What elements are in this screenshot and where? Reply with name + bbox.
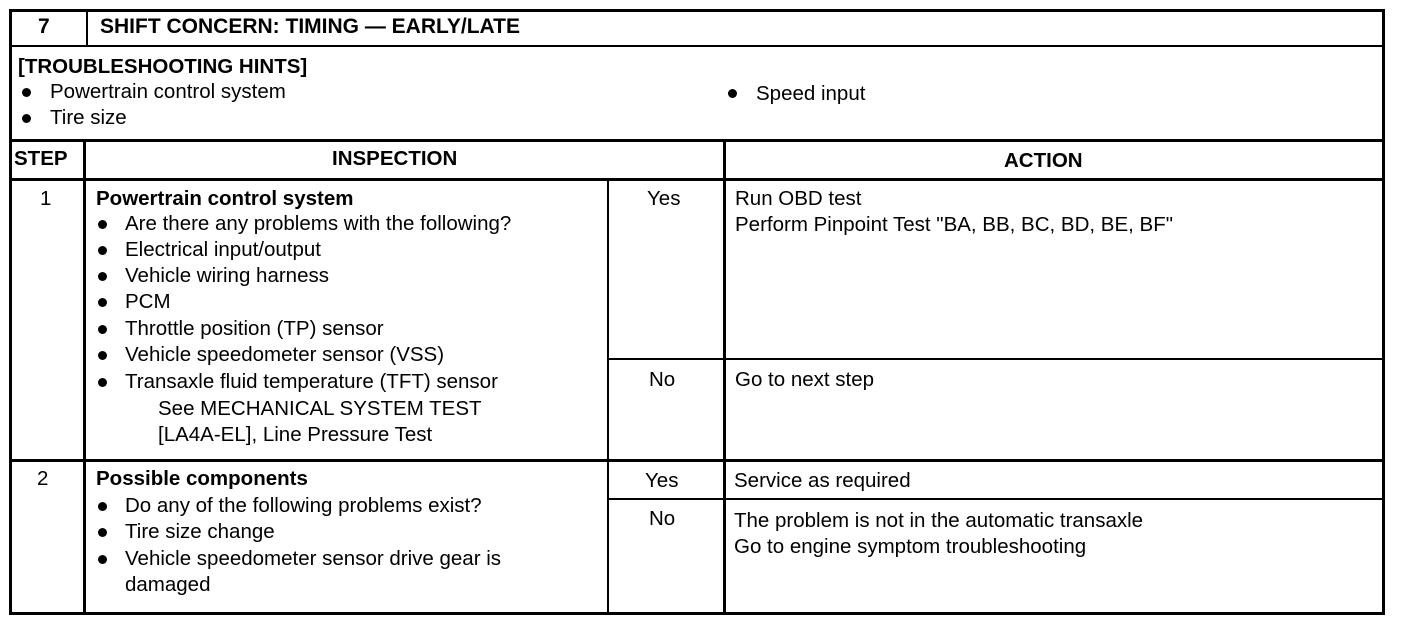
bullet-icon xyxy=(98,220,107,229)
inspection-item: Electrical input/output xyxy=(125,238,322,261)
table-border-bottom xyxy=(9,612,1385,615)
header-rule xyxy=(9,45,1385,47)
step-column-divider xyxy=(83,140,86,615)
page-title: SHIFT CONCERN: TIMING — EARLY/LATE xyxy=(100,15,520,38)
action-text: Go to next step xyxy=(735,368,875,391)
inspection-item-continuation: damaged xyxy=(125,573,211,596)
column-header-inspection: INSPECTION xyxy=(332,147,458,170)
bullet-icon xyxy=(98,272,107,281)
inspection-note: See MECHANICAL SYSTEM TEST xyxy=(158,397,482,420)
inspection-item: Vehicle wiring harness xyxy=(125,264,329,287)
bullet-icon xyxy=(98,298,107,307)
bullet-icon xyxy=(98,325,107,334)
inspection-item: Vehicle speedometer sensor drive gear is xyxy=(125,547,502,570)
inspection-item: Are there any problems with the following? xyxy=(125,212,512,235)
action-text: Run OBD test xyxy=(735,187,862,210)
step-separator-rule xyxy=(9,459,1385,462)
bullet-icon xyxy=(98,351,107,360)
yes-label: Yes xyxy=(645,469,679,492)
inspection-item: Tire size change xyxy=(125,520,275,543)
yesno-column-divider xyxy=(607,180,609,615)
header-number: 7 xyxy=(38,15,50,38)
hint-item: Powertrain control system xyxy=(50,80,286,103)
hints-rule xyxy=(9,139,1385,142)
bullet-icon xyxy=(98,528,107,537)
bullet-icon xyxy=(22,114,31,123)
table-border-top xyxy=(9,9,1385,12)
inspection-item: Throttle position (TP) sensor xyxy=(125,317,384,340)
table-border-right xyxy=(1382,9,1385,614)
column-header-action: ACTION xyxy=(1004,149,1083,172)
no-label: No xyxy=(649,507,676,530)
bullet-icon xyxy=(98,246,107,255)
step-number: 2 xyxy=(37,467,49,490)
hint-item: Speed input xyxy=(756,82,866,105)
table-border-left xyxy=(9,9,12,614)
inspection-note: [LA4A-EL], Line Pressure Test xyxy=(158,423,433,446)
step-title: Powertrain control system xyxy=(96,187,354,210)
action-text: Perform Pinpoint Test "BA, BB, BC, BD, BE, BF" xyxy=(735,213,1173,236)
column-header-step: STEP xyxy=(14,147,68,170)
inspection-item: Vehicle speedometer sensor (VSS) xyxy=(125,343,445,366)
hint-item: Tire size xyxy=(50,106,127,129)
action-text: Service as required xyxy=(734,469,911,492)
action-text: The problem is not in the automatic transaxle xyxy=(734,509,1144,532)
header-number-divider xyxy=(86,9,88,47)
bullet-icon xyxy=(98,555,107,564)
inspection-item: PCM xyxy=(125,290,171,313)
step-number: 1 xyxy=(40,187,52,210)
bullet-icon xyxy=(98,502,107,511)
no-label: No xyxy=(649,368,676,391)
action-text: Go to engine symptom troubleshooting xyxy=(734,535,1087,558)
bullet-icon xyxy=(22,88,31,97)
yes-label: Yes xyxy=(647,187,681,210)
inspection-item: Transaxle fluid temperature (TFT) sensor xyxy=(125,370,498,393)
bullet-icon xyxy=(728,89,737,98)
inspection-item: Do any of the following problems exist? xyxy=(125,494,482,517)
column-header-rule xyxy=(9,178,1385,181)
action-column-divider xyxy=(723,140,726,615)
bullet-icon xyxy=(98,378,107,387)
hints-heading: [TROUBLESHOOTING HINTS] xyxy=(18,55,308,78)
step-title: Possible components xyxy=(96,467,308,490)
